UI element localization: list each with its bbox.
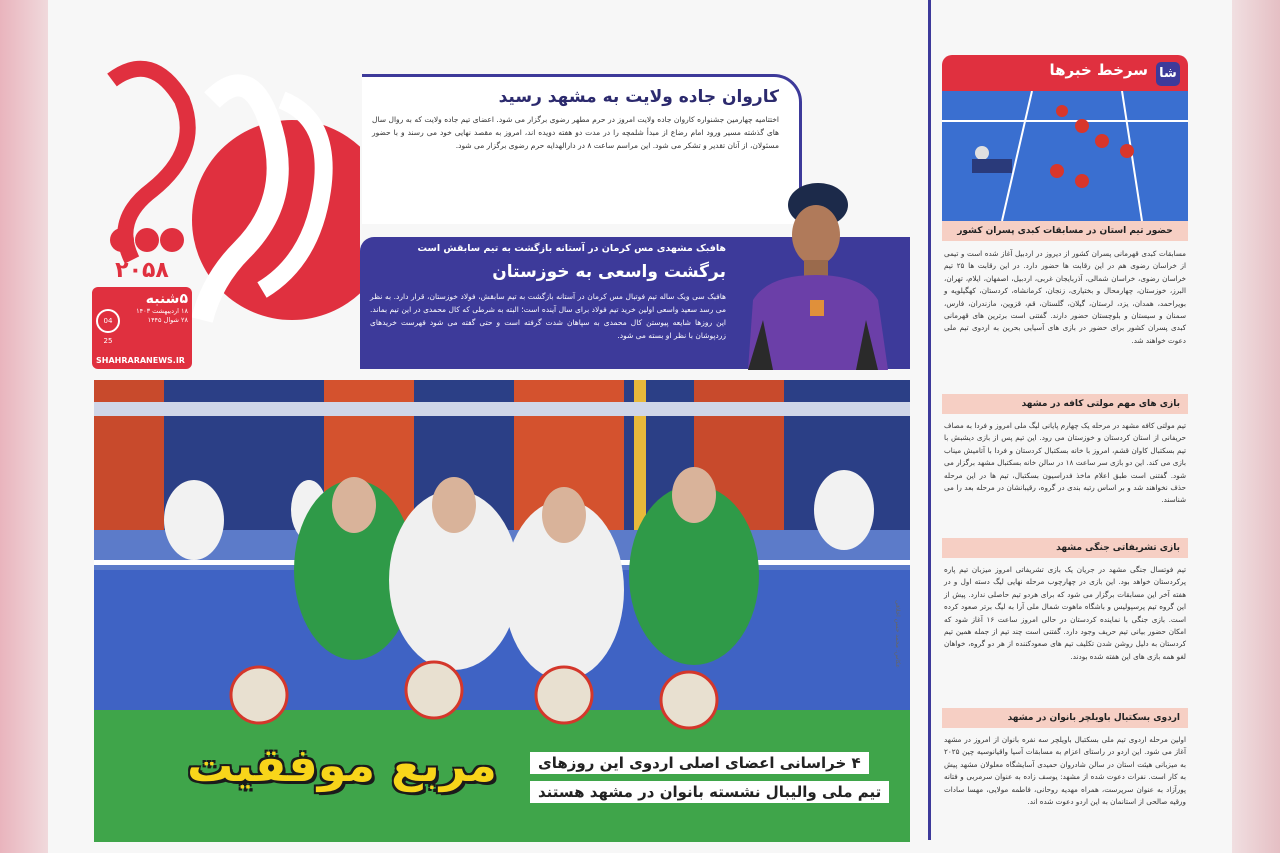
story-caravan-body: اختتامیه چهارمین جشنواره کاروان جاده ولایت امروز در حرم مطهر رضوی برگزار می شود. اعضای تیم جاده ولایت که به روال سال های گذشته مسیر ورود امام رضاع از مبدأ شلمچه را در مدت دو هفته دویده اند، امروز به مقصد نهایی خود می رسند و با حضور مسئولان، از آنان تقدیر و تشکر می شود. این مراسم ساعت ۸ در دارالهدایه حرم رضوی برگزار می شود. xyxy=(372,115,779,150)
story-vasei-body: هافبک سی ویک ساله تیم فوتبال مس کرمان در آستانه بازگشت به تیم سابقش، فولاد خوزستان، قرار دارد. به نظر می رسد سعید واسعی اولین خرید تیم فولاد برای سال آینده است؛ البته به شرطی که کال محمدی در این تیم بماند. این روزها شایعه پیوستن کال محمدی به سپاهان شدت گرفته است و حتی گفته می شود فهرست خریدهای زردپوشان با نظر او بسته می شود. xyxy=(370,292,726,340)
main-subhead-2: تیم ملی والیبال نشسته بانوان در مشهد هستند xyxy=(530,781,889,803)
sidebar-logo-icon: شا xyxy=(1156,62,1180,86)
wheelchair-text: اولین مرحله اردوی تیم ملی بسکتبال باویلچر سه نفره بانوان از امروز در مشهد آغاز می شود. این اردو در راستای اعزام به مسابقات آسیا واقیانوسیه چین ۲۰۲۵ به میزبانی هیئت استان در سالن شادروان حمیدی آسایشگاه معلولان مشهد پیش به کار است. نفرات دعوت شده از مشهد: یوسف زاده به عنوان سرمربی و فتانه پورآزاد به عنوان سرپرست، همراه مهدیه روحانی، فاطمه مولایی، مهسا سادات ورقیه صالحی از استانمان به این اردو دعوت شده اند. xyxy=(944,735,1186,807)
sidebar-header xyxy=(942,55,1188,91)
date-persian: ۱۸ اردیبهشت ۱۴۰۳ xyxy=(136,307,188,315)
date-hijri: ۲۸ شوال ۱۴۴۵ xyxy=(147,316,188,324)
weekday: ۵شنبه xyxy=(145,291,188,307)
kabaddi-text: مسابقات کبدی قهرمانی پسران کشور از دیروز در اردبیل آغاز شده است و تیمی از خراسان رضوی هم در این رقابت ها حضور دارد. در این رقابت ها ۲۵ تیم خراسان رضوی، خراسان شمالی، آذربایجان غربی، اردبیل، اصفهان، ایلام، تهران، البرز، خوزستان، چهارمحال و بختیاری، زنجان، کرمانشاه، کردستان، کهگیلویه و بویراحمد، همدان، یزد، لرستان، گیلان، گلستان، قم، قزوین، مازندران، فارس، سمنان و سیستان و بلوچستان حضور دارند. گفتنی است برترین های قهرمانی کبدی پسران کشور برای حضور در بازی های آسیایی بحرین به اردوی تیم ملی دعوت خواهند شد. xyxy=(944,249,1186,345)
kabaddi-caption[interactable]: حضور تیم استان در مسابقات کبدی پسران کشور xyxy=(942,221,1188,241)
story-vasei-kicker: هافبک مشهدی مس کرمان در آستانه بازگشت به تیم سابقش است xyxy=(417,243,726,254)
story-vasei-title[interactable]: برگشت واسعی به خوزستان xyxy=(492,262,726,282)
column-divider xyxy=(928,0,931,840)
issue-number: ۲۰۵۸ xyxy=(115,258,169,283)
sub-wheelchair-basketball[interactable]: اردوی بسکتبال باویلچر بانوان در مشهد xyxy=(942,708,1188,728)
date-box xyxy=(92,287,192,369)
main-headline[interactable]: مربع موفقیت xyxy=(187,738,497,792)
athlete-photo xyxy=(728,170,898,370)
jangi-text: تیم فوتسال جنگی مشهد در جریان یک بازی تشریفاتی امروز میزبان تیم پاره پرکردستان خواهد بود. این بازی در چهارچوب مرحله نهایی لیگ دسته اول و در هفته آخر این مسابقات برگزار می شود که برای هردو تیم حاصلی ندارد. پیش از این گروه تیم پرسپولیس و باشگاه ماهوت شمال ملی آرا به لیگ برتر صعود کرده است. بازی جنگی با نماینده کردستان در حالی امروز ساعت ۱۶ آغاز شود که امکان حضور بیانی تیم حریف وجود دارد. گفتنی است چند تیم از جمله همین تیم کردستان به دلیل روشن شدن تکلیف تیم های صعودکننده از هر دو گروه، خواهان لغو همه بازی های این هفته شده بودند. xyxy=(944,565,1187,661)
photo-credit: عکاس: محمد حسن اخلاقی xyxy=(894,600,901,668)
main-subhead-1: ۴ خراسانی اعضای اصلی اردوی این روزهای xyxy=(530,752,869,774)
kabaddi-photo xyxy=(942,91,1188,221)
sub-multicafe[interactable]: بازی های مهم مولتی کافه در مشهد xyxy=(942,394,1188,414)
date-badge: 04 25 xyxy=(96,309,120,333)
sidebar-title: سرخط خبرها xyxy=(1049,61,1148,79)
sub-jangi[interactable]: بازی تشریفاتی جنگی مشهد xyxy=(942,538,1188,558)
story-caravan-title[interactable]: کاروان جاده ولایت به مشهد رسید xyxy=(498,87,779,107)
multicafe-text: تیم مولتی کافه مشهد در مرحله یک چهارم پایانی لیگ ملی امروز و فردا به مصاف حریفانی از استان کردستان و خوزستان می رود. این تیم پس از بازی دیشبش با تیم بسکتبال کاوان قشم، امروز با خانه بسکتبال کردستان و فردا با آتامیش میناب بازی می کند. این دو بازی سر ساعت ۱۸ در سالن خانه بسکتبال مشهد برگزار می شود. گفتنی است طبق اعلام ماخذ فدراسیون بسکتبال، تیم ها در این مرحله حذف نخواهند شد و بر اساس رتبه بندی در گروه، رقیبانشان در مرحله بعد را می شناسند. xyxy=(944,421,1187,505)
right-blur-edge xyxy=(1232,0,1280,853)
left-blur-edge xyxy=(0,0,48,853)
site-url[interactable]: SHAHRARANEWS.IR xyxy=(96,356,185,365)
